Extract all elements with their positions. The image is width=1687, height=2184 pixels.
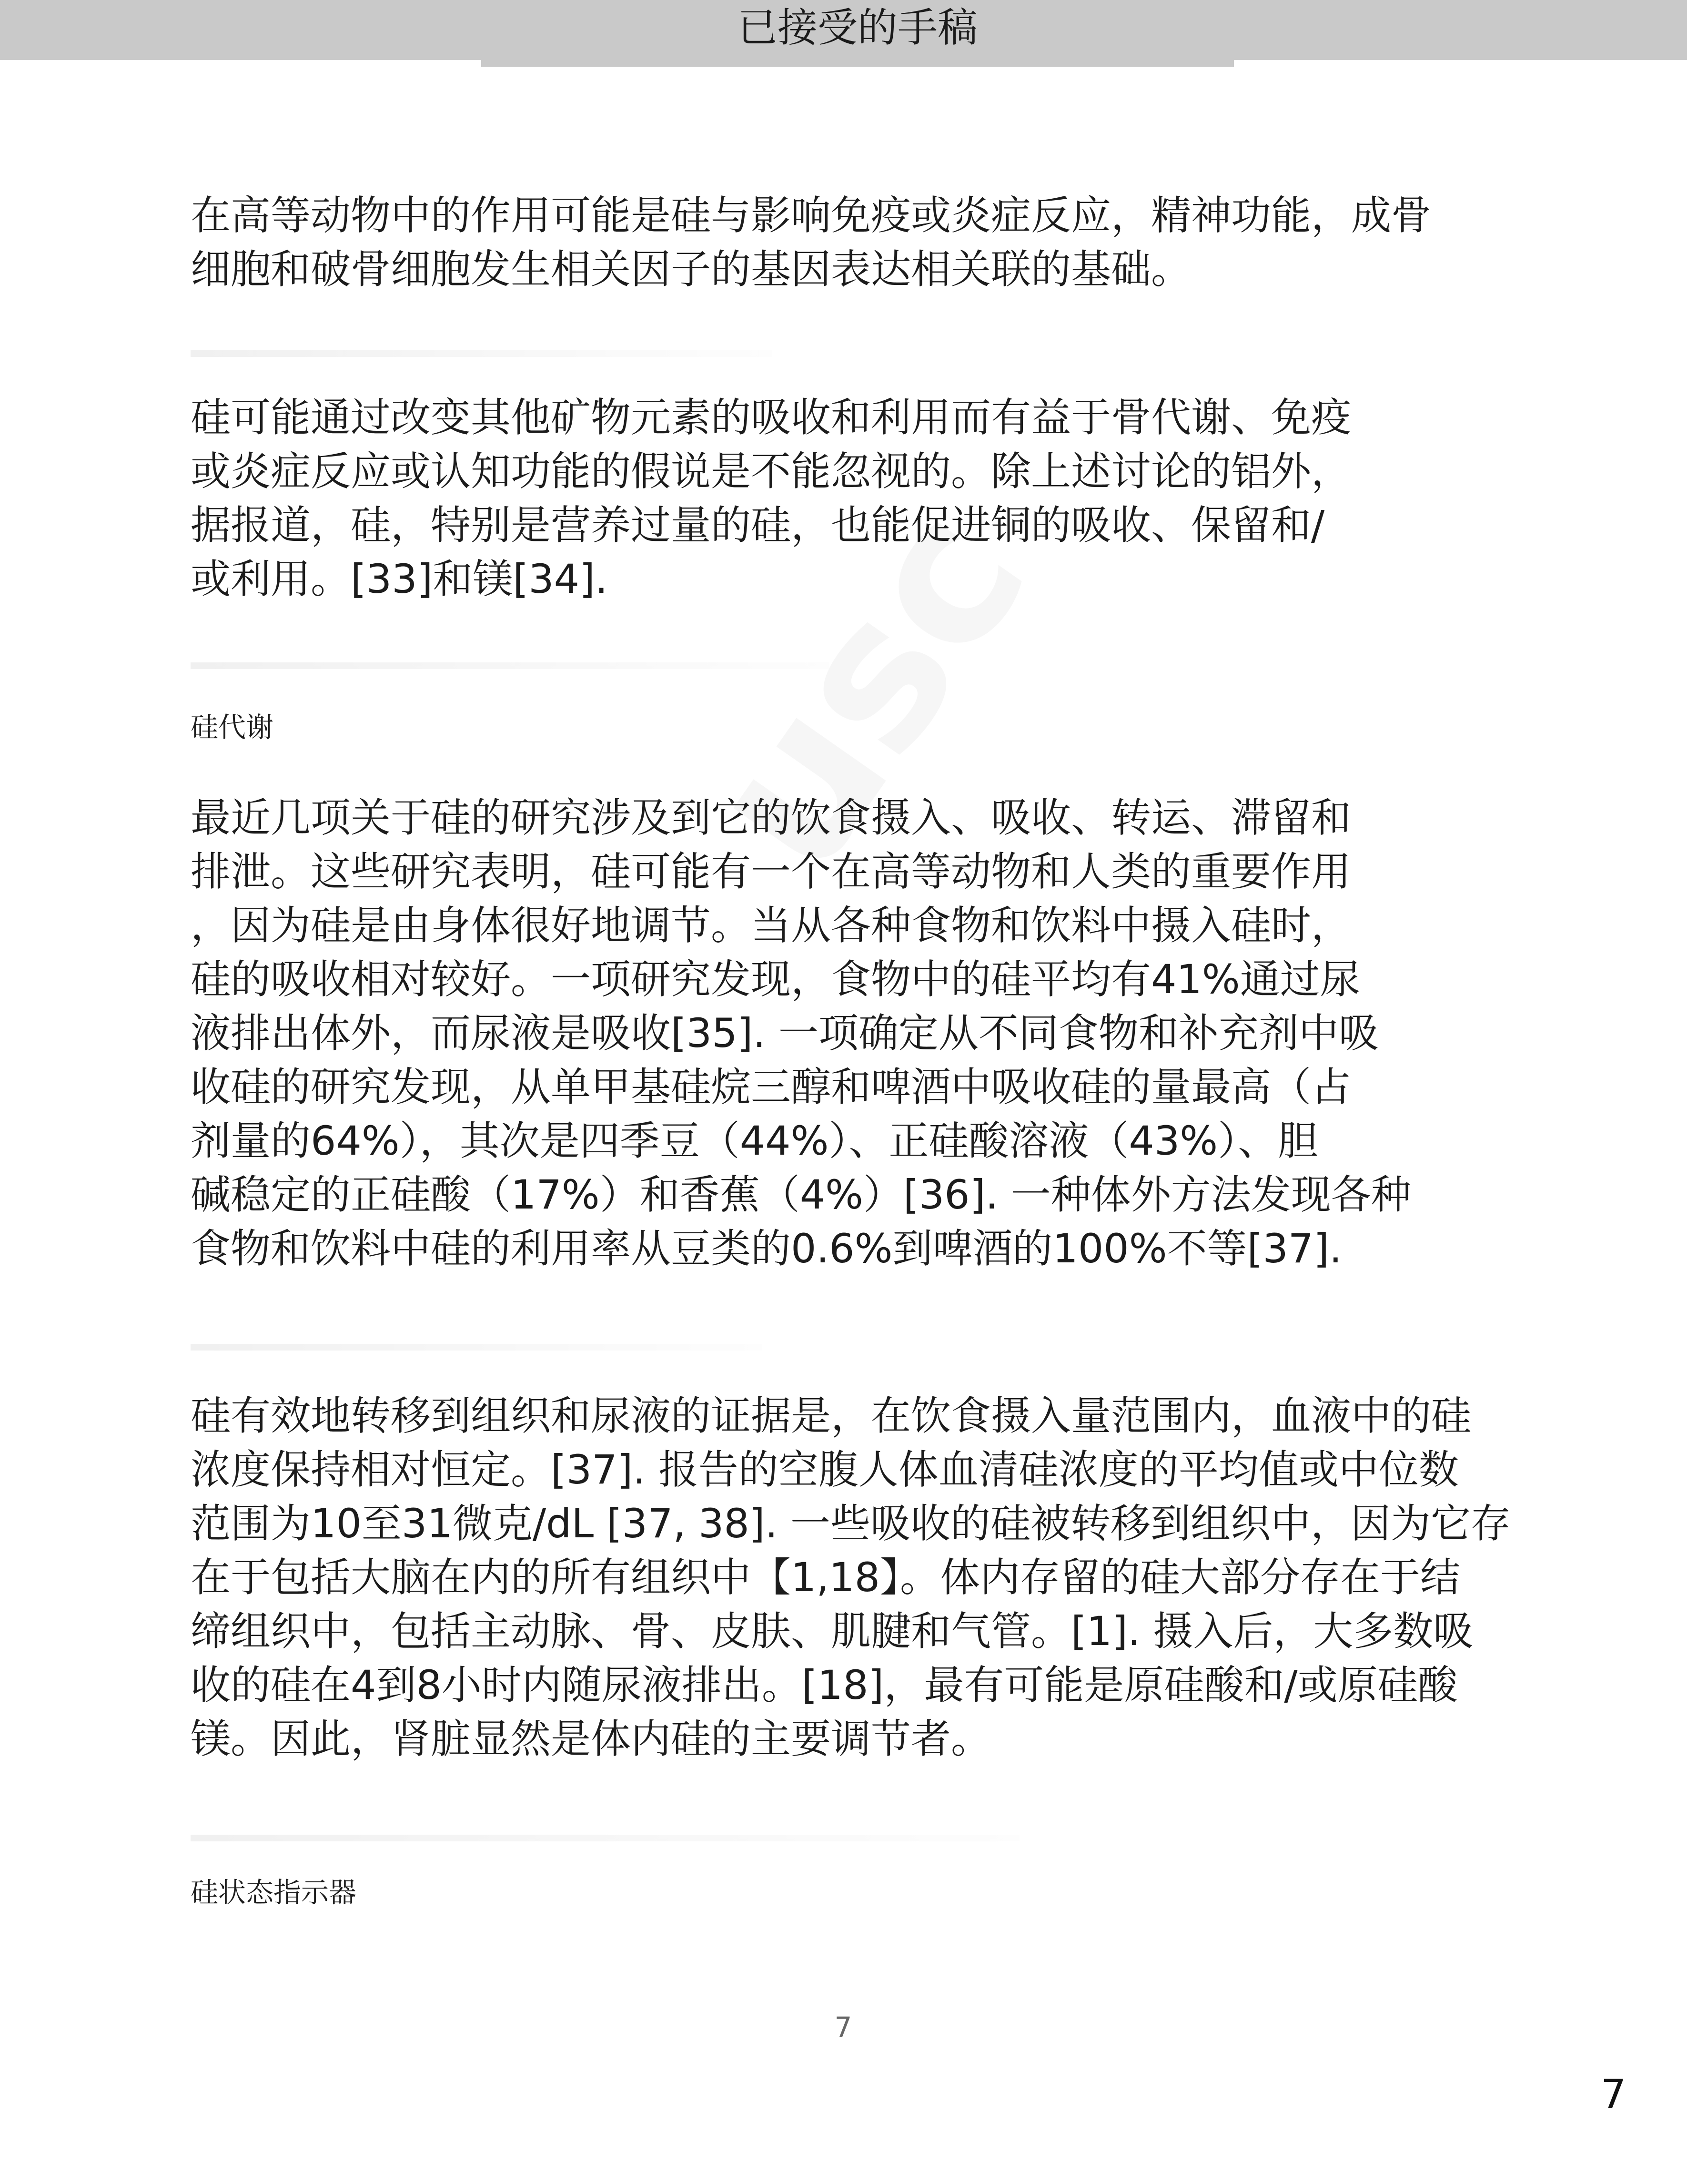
header-tab bbox=[481, 0, 1234, 67]
paragraph-line: 或炎症反应或认知功能的假说是不能忽视的。除上述讨论的铝外， bbox=[191, 448, 1352, 495]
paragraph-2 bbox=[191, 391, 1525, 606]
paragraph-line: 食物和饮料中硅的利用率从豆类的0.6%到啤酒的100%不等[37]. bbox=[191, 1225, 1342, 1272]
paragraph-line: 细胞和破骨细胞发生相关因子的基因表达相关联的基础。 bbox=[191, 246, 1192, 293]
paragraph-line: 在于包括大脑在内的所有组织中【1,18】。体内存留的硅大部分存在于结 bbox=[191, 1554, 1461, 1601]
paragraph-line: 硅的吸收相对较好。一项研究发现，食物中的硅平均有41%通过尿 bbox=[191, 956, 1360, 1003]
section-heading-silicon-metabolism: 硅代谢 bbox=[191, 711, 274, 743]
page-number-center: 7 bbox=[834, 2011, 852, 2043]
faint-rule bbox=[191, 350, 772, 357]
faint-rule bbox=[191, 662, 829, 669]
paragraph-1 bbox=[191, 189, 1525, 296]
faint-rule bbox=[191, 1344, 762, 1351]
paragraph-line: 碱稳定的正硅酸（17%）和香蕉（4%）[36]. 一种体外方法发现各种 bbox=[191, 1171, 1411, 1218]
paragraph-line: 硅有效地转移到组织和尿液的证据是，在饮食摄入量范围内，血液中的硅 bbox=[191, 1392, 1472, 1439]
paragraph-line: 排泄。这些研究表明，硅可能有一个在高等动物和人类的重要作用 bbox=[191, 848, 1352, 895]
paragraph-line: ，因为硅是由身体很好地调节。当从各种食物和饮料中摄入硅时， bbox=[191, 902, 1352, 949]
paragraph-line: 收硅的研究发现，从单甲基硅烷三醇和啤酒中吸收硅的量最高（占 bbox=[191, 1064, 1352, 1110]
paragraph-3 bbox=[191, 791, 1525, 1276]
paragraph-line: 液排出体外，而尿液是吸收[35]. 一项确定从不同食物和补充剂中吸 bbox=[191, 1010, 1379, 1056]
faint-rule bbox=[191, 1835, 1020, 1841]
paragraph-line: 硅可能通过改变其他矿物元素的吸收和利用而有益于骨代谢、免疫 bbox=[191, 394, 1352, 441]
paragraph-line: 镁。因此，肾脏显然是体内硅的主要调节者。 bbox=[191, 1716, 991, 1762]
paragraph-4 bbox=[191, 1389, 1525, 1766]
section-heading-silicon-status-indicators: 硅状态指示器 bbox=[191, 1876, 357, 1909]
paragraph-line: 浓度保持相对恒定。[37]. 报告的空腹人体血清硅浓度的平均值或中位数 bbox=[191, 1446, 1459, 1493]
paragraph-line: 收的硅在4到8小时内随尿液排出。[18]，最有可能是原硅酸和/或原硅酸 bbox=[191, 1662, 1458, 1708]
paragraph-line: 缔组织中，包括主动脉、骨、皮肤、肌腱和气管。[1]. 摄入后，大多数吸 bbox=[191, 1608, 1474, 1655]
paragraph-line: 据报道，硅，特别是营养过量的硅，也能促进铜的吸收、保留和/ bbox=[191, 502, 1325, 549]
paragraph-line: 或利用。[33]和镁[34]. bbox=[191, 556, 608, 602]
paragraph-line: 在高等动物中的作用可能是硅与影响免疫或炎症反应，精神功能，成骨 bbox=[191, 192, 1432, 239]
paragraph-line: 范围为10至31微克/dL [37, 38]. 一些吸收的硅被转移到组织中，因为它存 bbox=[191, 1500, 1511, 1547]
paragraph-line: 最近几项关于硅的研究涉及到它的饮食摄入、吸收、转运、滞留和 bbox=[191, 794, 1352, 841]
page-number-corner: 7 bbox=[1601, 2071, 1626, 2117]
paragraph-line: 剂量的64%），其次是四季豆（44%）、正硅酸溶液（43%）、胆 bbox=[191, 1117, 1318, 1164]
page-header-title: 已接受的手稿 bbox=[737, 4, 978, 51]
